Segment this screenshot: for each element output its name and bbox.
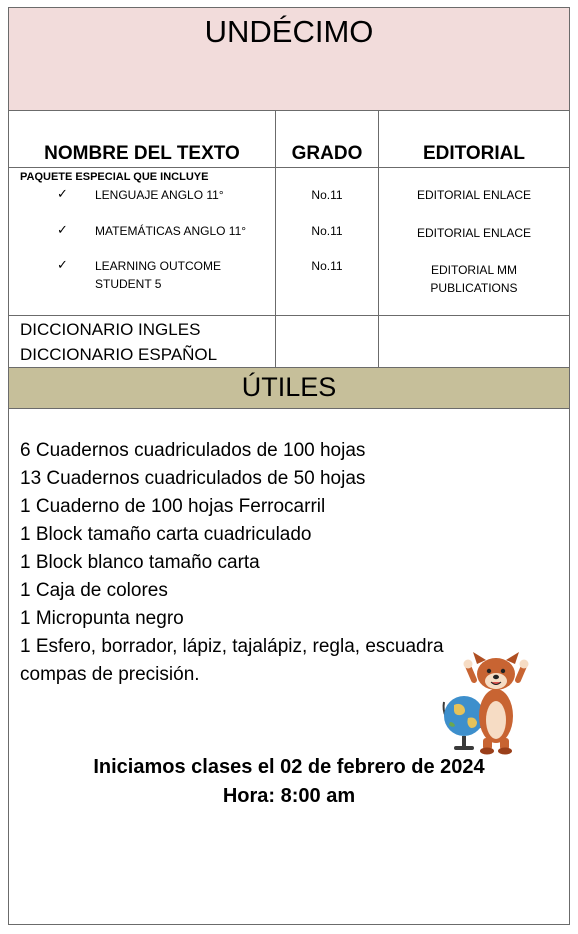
book-publisher: EDITORIAL ENLACE: [416, 188, 532, 202]
divider: [8, 110, 570, 111]
supply-item: 1 Esfero, borrador, lápiz, tajalápiz, regla, escuadra: [20, 636, 444, 657]
book-name: LEARNING OUTCOME STUDENT 5: [95, 259, 222, 291]
header-publisher: EDITORIAL: [422, 143, 526, 164]
header-name: NOMBRE DEL TEXTO: [44, 143, 240, 164]
check-icon: ✓: [57, 257, 68, 272]
supply-item: 1 Caja de colores: [20, 580, 168, 601]
supply-item: 13 Cuadernos cuadriculados de 50 hojas: [20, 468, 366, 489]
book-grade: No.11: [311, 224, 343, 238]
check-icon: ✓: [57, 186, 68, 201]
supply-item: 1 Block tamaño carta cuadriculado: [20, 524, 312, 545]
mascot-illustration: [436, 650, 536, 756]
start-date-text: Iniciamos clases el 02 de febrero de 2024: [93, 756, 485, 778]
header-grade: GRADO: [291, 143, 363, 164]
package-label: PAQUETE ESPECIAL QUE INCLUYE: [20, 171, 209, 183]
book-name: LENGUAJE ANGLO 11°: [95, 188, 224, 202]
supply-item: 1 Block blanco tamaño carta: [20, 552, 260, 573]
divider: [8, 408, 570, 409]
start-time-text: Hora: 8:00 am: [222, 785, 356, 807]
supply-item: 1 Micropunta negro: [20, 608, 184, 629]
globe-icon: [444, 696, 484, 750]
dictionary-item: DICCIONARIO INGLES: [20, 320, 201, 339]
supply-item: 6 Cuadernos cuadriculados de 100 hojas: [20, 440, 366, 461]
book-grade: No.11: [311, 259, 343, 273]
book-publisher: EDITORIAL MM PUBLICATIONS: [430, 263, 518, 295]
book-name: MATEMÁTICAS ANGLO 11°: [95, 224, 247, 238]
book-publisher: EDITORIAL ENLACE: [416, 226, 532, 240]
row-divider: [8, 315, 570, 316]
page-title: UNDÉCIMO: [204, 14, 374, 49]
supply-item: 1 Cuaderno de 100 hojas Ferrocarril: [20, 496, 326, 517]
book-grade: No.11: [311, 188, 343, 202]
dictionary-item: DICCIONARIO ESPAÑOL: [20, 345, 218, 364]
check-icon: ✓: [57, 222, 68, 237]
utiles-title: ÚTILES: [241, 372, 337, 402]
supplies-list: [20, 437, 444, 689]
supply-item: compas de precisión.: [20, 664, 200, 685]
header-divider: [8, 167, 570, 168]
